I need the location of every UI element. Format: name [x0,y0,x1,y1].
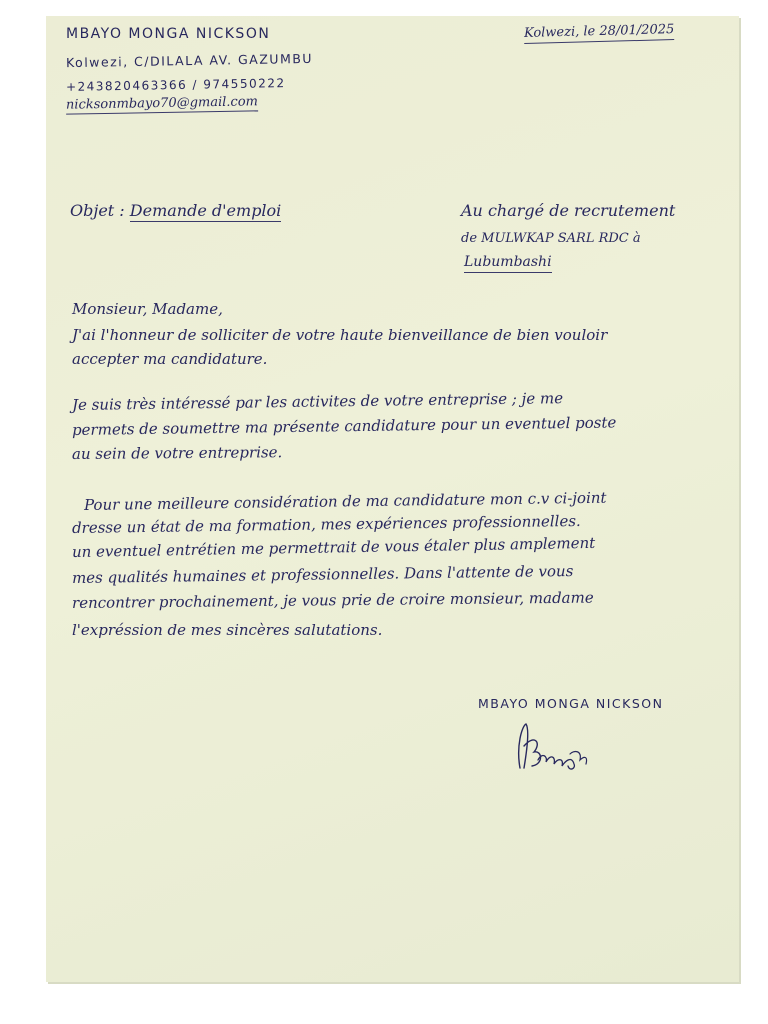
body-line: J'ai l'honneur de solliciter de votre haute bienveillance de bien vouloir [72,326,608,344]
body-line: mes qualités humaines et professionnelles. Dans l'attente de vous [71,562,574,587]
body-line: l'expréssion de mes sincères salutations. [72,621,383,639]
body-line: au sein de votre entreprise. [71,443,283,463]
signer-name: MBAYO MONGA NICKSON [478,696,664,711]
subject-label: Objet : [70,201,125,220]
body-line: Je suis très intéressé par les activites de votre entreprise ; je me [71,389,564,414]
signature-mark [512,716,592,776]
recipient-line-2: de MULWKAP SARL RDC à [461,231,641,246]
sender-address: Kolwezi, C/DILALA AV. GAZUMBU [65,50,314,71]
sender-email: nicksonmbayo70@gmail.com [65,94,259,113]
greeting: Monsieur, Madame, [72,300,223,318]
sender-phone: +243820463366 / 974550222 [65,76,286,94]
recipient-line-1: Au chargé de recrutement [461,201,676,220]
body-line: accepter ma candidature. [72,350,268,368]
body-line: Pour une meilleure considération de ma candidature mon c.v ci-joint [83,488,607,514]
body-line: permets de soumettre ma présente candidature pour un eventuel poste [71,413,617,439]
subject-line [70,201,281,220]
body-line: dresse un état de ma formation, mes expériences professionnelles. [71,511,581,537]
letter-date: Kolwezi, le 28/01/2025 [524,22,675,44]
letter-page [46,16,739,982]
body-line: rencontrer prochainement, je vous prie de croire monsieur, madame [71,588,594,612]
subject-value: Demande d'emploi [129,201,282,220]
recipient-line-3: Lubumbashi [464,254,552,273]
body-line: un eventuel entrétien me permettrait de vous étaler plus amplement [71,533,596,561]
sender-name: MBAYO MONGA NICKSON [66,26,271,42]
